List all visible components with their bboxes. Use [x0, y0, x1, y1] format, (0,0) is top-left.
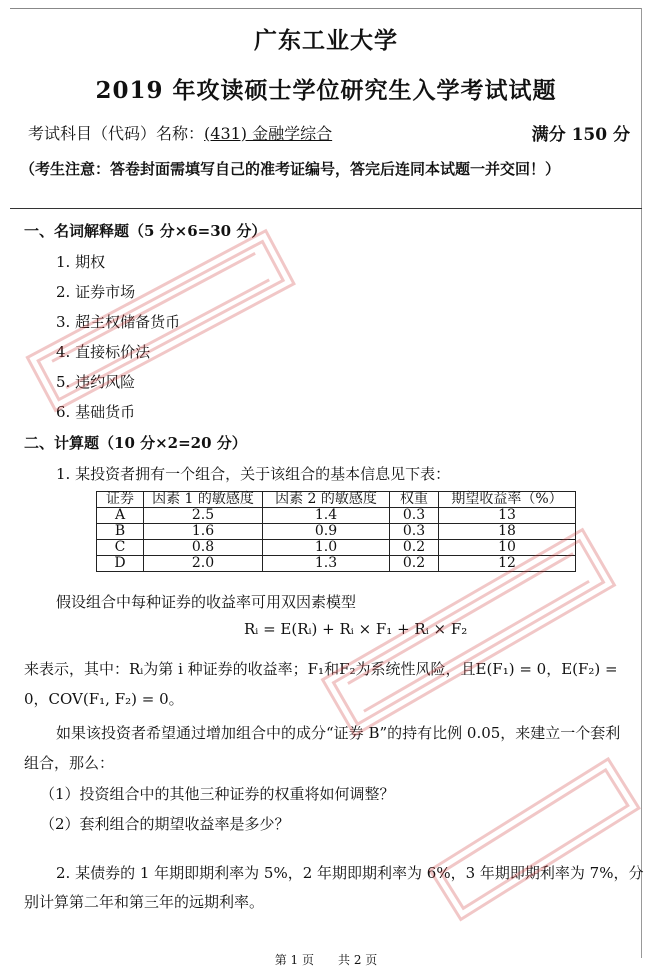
table-cell: C — [97, 540, 144, 556]
table-cell: 12 — [439, 556, 576, 572]
table-cell: 1.4 — [263, 508, 390, 524]
page-border-right — [641, 8, 642, 958]
arbitrage-line-1: 如果该投资者希望通过增加组合中的成分“证券 B”的持有比例 0.05，来建立一个套利 — [56, 724, 621, 742]
table-header: 因素 1 的敏感度 — [144, 492, 263, 508]
table-cell: D — [97, 556, 144, 572]
table-row — [97, 540, 576, 556]
two-factor-formula: Rᵢ = E(Rᵢ) + Rᵢ × F₁ + Rᵢ × F₂ — [244, 620, 468, 638]
table-cell: A — [97, 508, 144, 524]
page-border-top — [10, 8, 642, 9]
list-item: 4. 直接标价法 — [56, 343, 151, 361]
definition-line-2: 0，COV(F₁, F₂) = 0。 — [24, 690, 184, 708]
university-name: 广东工业大学 — [254, 27, 398, 54]
table-cell: 13 — [439, 508, 576, 524]
table-row — [97, 556, 576, 572]
section1-heading: 一、名词解释题（5 分×6=30 分） — [24, 222, 267, 240]
sub-question-1: （1）投资组合中的其他三种证券的权重将如何调整？ — [40, 785, 395, 803]
arbitrage-line-2: 组合，那么： — [24, 754, 115, 772]
subject-line — [28, 121, 332, 144]
sub-question-2: （2）套利组合的期望收益率是多少？ — [40, 815, 290, 833]
exam-page — [10, 8, 644, 967]
table-header-row — [97, 492, 576, 508]
table-cell: 10 — [439, 540, 576, 556]
table-cell: 0.3 — [390, 508, 439, 524]
definition-line-1: 来表示，其中：Rᵢ为第 i 种证券的收益率；F₁和F₂为系统性风险，且E(F₁) = 0，E(F₂) = — [24, 660, 618, 678]
table-cell: 0.2 — [390, 540, 439, 556]
table-header: 期望收益率（%） — [439, 492, 576, 508]
list-item: 5. 违约风险 — [56, 373, 136, 391]
table-row — [97, 508, 576, 524]
full-score: 满分 150 分 — [531, 125, 630, 145]
candidate-notice: （考生注意：答卷封面需填写自己的准考证编号，答完后连同本试题一并交回！） — [20, 160, 561, 178]
table-cell: B — [97, 524, 144, 540]
subject-prefix: 考试科目（代码）名称： — [28, 124, 205, 143]
table-cell: 0.3 — [390, 524, 439, 540]
table-cell: 0.2 — [390, 556, 439, 572]
table-cell: 1.6 — [144, 524, 263, 540]
list-item: 2. 证券市场 — [56, 283, 136, 301]
subject-name: (431) 金融学综合 — [204, 124, 333, 143]
table-row — [97, 524, 576, 540]
header-divider — [10, 208, 642, 209]
table-header: 证券 — [97, 492, 144, 508]
list-item: 1. 期权 — [56, 253, 106, 271]
page-footer: 第 1 页 共 2 页 — [274, 953, 378, 967]
list-item: 3. 超主权储备货币 — [56, 313, 181, 331]
section2-heading: 二、计算题（10 分×2=20 分） — [24, 434, 247, 452]
table-cell: 18 — [439, 524, 576, 540]
table-cell: 1.0 — [263, 540, 390, 556]
table-cell: 2.5 — [144, 508, 263, 524]
table-cell: 2.0 — [144, 556, 263, 572]
question1-intro: 1. 某投资者拥有一个组合，关于该组合的基本信息见下表： — [56, 465, 451, 483]
model-text: 假设组合中每种证券的收益率可用双因素模型 — [56, 593, 357, 611]
table-cell: 1.3 — [263, 556, 390, 572]
exam-title: 2019 年攻读硕士学位研究生入学考试试题 — [95, 77, 557, 104]
table-header: 权重 — [390, 492, 439, 508]
question2-line-2: 别计算第二年和第三年的远期利率。 — [24, 893, 265, 911]
table-header: 因素 2 的敏感度 — [263, 492, 390, 508]
table-cell: 0.8 — [144, 540, 263, 556]
sensitivity-table — [96, 491, 576, 572]
table-cell: 0.9 — [263, 524, 390, 540]
list-item: 6. 基础货币 — [56, 403, 136, 421]
question2-line-1: 2. 某债券的 1 年期即期利率为 5%，2 年期即期利率为 6%，3 年期即期利率为 7%，分 — [56, 864, 644, 882]
